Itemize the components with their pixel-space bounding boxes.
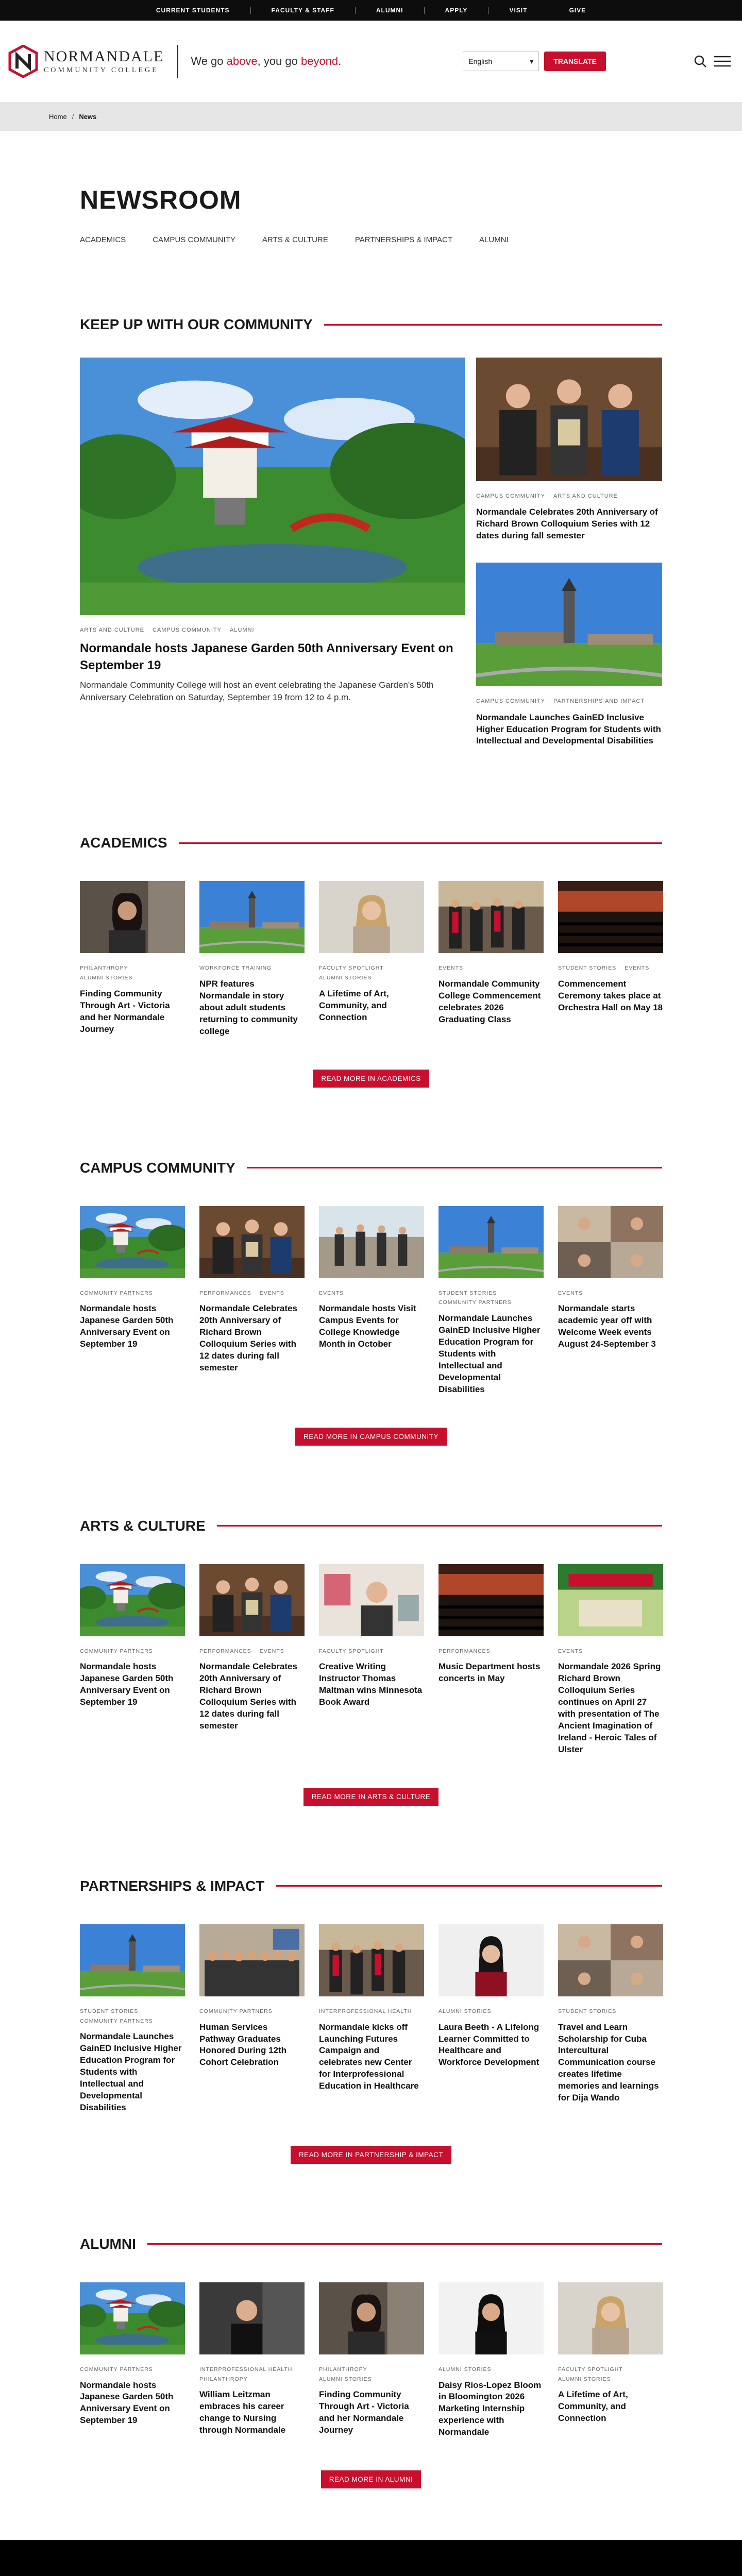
topbar-link-current-students[interactable]: CURRENT STUDENTS [156, 7, 230, 14]
category-tag[interactable]: PERFORMANCES [199, 1290, 251, 1296]
news-card-image[interactable] [80, 1564, 185, 1636]
news-card-image[interactable] [558, 1206, 663, 1278]
news-card-image[interactable] [199, 1924, 305, 1996]
category-tag[interactable]: ALUMNI STORIES [439, 2366, 492, 2372]
story-categories [476, 493, 662, 500]
news-card-image[interactable] [319, 881, 424, 953]
category-tag[interactable]: PHILANTHROPY [319, 2366, 367, 2372]
site-footer [0, 2540, 742, 2576]
news-card[interactable] [319, 1564, 424, 1756]
category-tag[interactable]: FACULTY SPOTLIGHT [319, 965, 384, 972]
news-card[interactable] [319, 1924, 424, 2114]
side-story-image[interactable] [476, 563, 662, 686]
category-tag[interactable]: EVENTS [625, 965, 650, 972]
read-more-button[interactable]: READ MORE IN ARTS & CULTURE [303, 1788, 439, 1806]
news-card[interactable] [439, 2282, 544, 2438]
category-tag[interactable]: PHILANTHROPY [80, 965, 128, 972]
card-categories [199, 2008, 305, 2015]
featured-story[interactable] [80, 358, 465, 747]
news-card-title[interactable]: Normandale hosts Japanese Garden 50th Anniversary Event on September 19 [80, 2380, 174, 2426]
section-heading: ARTS & CULTURE [80, 1517, 206, 1534]
category-tag[interactable]: ALUMNI STORIES [439, 2008, 492, 2014]
news-card[interactable] [80, 1206, 185, 1396]
category-tag[interactable]: PHILANTHROPY [199, 2376, 248, 2382]
featured-image[interactable] [80, 358, 465, 615]
topbar-divider [355, 7, 356, 14]
news-card-image[interactable] [319, 2282, 424, 2354]
news-card[interactable] [199, 1206, 305, 1396]
category-tag[interactable]: EVENTS [259, 1648, 284, 1654]
news-card[interactable] [199, 1564, 305, 1756]
news-card-title[interactable]: Normandale Community College Commencement celebrates 2026 Graduating Class [439, 979, 541, 1024]
subnav-alumni[interactable]: ALUMNI [479, 235, 509, 244]
news-card-image[interactable] [439, 881, 544, 953]
category-tag[interactable]: PERFORMANCES [199, 1648, 251, 1654]
category-tag[interactable]: PERFORMANCES [439, 1648, 491, 1654]
page-title: NEWSROOM [80, 185, 242, 214]
section-campus-community [80, 1160, 662, 1446]
category-tag[interactable]: EVENTS [558, 1648, 583, 1654]
story-categories [80, 626, 465, 634]
news-card[interactable] [199, 881, 305, 1037]
side-story-title[interactable]: Normandale Celebrates 20th Anniversary of Richard Brown Colloquium Series with 12 dates during fall semester [476, 507, 658, 541]
news-card[interactable] [439, 1924, 544, 2114]
category-tag[interactable]: COMMUNITY PARTNERS [80, 2366, 153, 2372]
category-tag[interactable]: STUDENT STORIES [558, 2008, 617, 2014]
news-card-image[interactable] [439, 1924, 544, 1996]
news-card-image[interactable] [199, 1564, 305, 1636]
logo-name: NORMANDALE [44, 48, 164, 65]
news-card-title[interactable]: Music Department hosts concerts in May [439, 1662, 541, 1684]
news-card-image[interactable] [558, 1564, 663, 1636]
category-tag[interactable]: EVENTS [319, 1290, 344, 1296]
news-card-title[interactable]: NPR features Normandale in story about adult students returning to community college [199, 979, 298, 1036]
news-card-title[interactable]: Travel and Learn Scholarship for Cuba Intercultural Communication course creates lifetime memories and learnings for Dija Wando [558, 2022, 659, 2103]
news-card[interactable] [199, 2282, 305, 2438]
news-card-image[interactable] [80, 1206, 185, 1278]
language-select[interactable]: English ▾ [463, 52, 539, 71]
featured-title[interactable]: Normandale hosts Japanese Garden 50th Anniversary Event on September 19 [80, 641, 453, 672]
site-header [0, 21, 742, 102]
topbar-link-apply[interactable]: APPLY [445, 7, 468, 14]
news-card[interactable] [558, 1924, 663, 2114]
news-card-image[interactable] [319, 1924, 424, 1996]
category-tag[interactable]: STUDENT STORIES [439, 1290, 497, 1296]
news-card-image[interactable] [558, 881, 663, 953]
card-categories [80, 1648, 185, 1655]
card-categories [199, 1290, 305, 1297]
news-card-image[interactable] [199, 1206, 305, 1278]
menu-icon[interactable] [713, 55, 732, 68]
topbar-link-alumni[interactable]: ALUMNI [376, 7, 403, 14]
featured-description: Normandale Community College will host an event celebrating the Japanese Garden's 50th Anniversary Celebration on Saturday, September 19 from 12 to 4 p.m. [80, 680, 434, 702]
news-card[interactable] [558, 1206, 663, 1396]
news-card[interactable] [439, 881, 544, 1037]
card-categories [80, 1290, 185, 1297]
read-more-button[interactable]: READ MORE IN CAMPUS COMMUNITY [295, 1428, 447, 1446]
news-card[interactable] [558, 2282, 663, 2438]
category-tag[interactable]: ALUMNI STORIES [80, 975, 133, 981]
category-tag[interactable]: INTERPROFESSIONAL HEALTH [319, 2008, 412, 2014]
news-card[interactable] [80, 881, 185, 1037]
news-card-title[interactable]: Normandale kicks off Launching Futures Campaign and celebrates new Center for Interprofessional Education in Healthcare [319, 2022, 419, 2091]
card-categories [319, 1648, 424, 1655]
category-tag[interactable]: FACULTY SPOTLIGHT [319, 1648, 384, 1654]
news-card[interactable] [80, 2282, 185, 2438]
news-card[interactable] [319, 881, 424, 1037]
tagline: We go above, you go beyond. [191, 55, 342, 67]
card-categories [439, 1290, 544, 1307]
featured-section [80, 316, 662, 747]
card-categories [319, 964, 424, 981]
card-categories [80, 2366, 185, 2374]
news-card-image[interactable] [558, 1924, 663, 1996]
news-card-title[interactable]: Daisy Rios-Lopez Bloom in Bloomington 2026 Marketing Internship experience with Normandale [439, 2380, 542, 2437]
header-divider [177, 45, 178, 78]
category-tag[interactable]: EVENTS [439, 965, 464, 972]
read-more-button[interactable]: READ MORE IN ALUMNI [321, 2470, 421, 2488]
news-card-title[interactable]: Laura Beeth - A Lifelong Learner Committed to Healthcare and Workforce Development [439, 2022, 539, 2067]
section-heading: CAMPUS COMMUNITY [80, 1159, 235, 1176]
news-card-title[interactable]: Normandale hosts Japanese Garden 50th Anniversary Event on September 19 [80, 1303, 174, 1349]
chevron-down-icon: ▾ [530, 57, 534, 65]
news-card-image[interactable] [319, 1564, 424, 1636]
card-categories [319, 2008, 424, 2015]
category-tag[interactable]: CAMPUS COMMUNITY [476, 493, 545, 499]
subnav-arts-culture[interactable]: ARTS & CULTURE [262, 235, 328, 244]
card-categories [80, 964, 185, 981]
news-card[interactable] [80, 1564, 185, 1756]
breadcrumb-home[interactable]: Home [49, 112, 67, 121]
news-card[interactable] [558, 881, 663, 1037]
card-categories [558, 964, 663, 972]
news-card[interactable] [439, 1564, 544, 1756]
topbar-link-faculty-staff[interactable]: FACULTY & STAFF [271, 7, 334, 14]
news-card[interactable] [439, 1206, 544, 1396]
news-card-image[interactable] [80, 1924, 185, 1996]
card-categories [319, 1290, 424, 1297]
category-tag[interactable]: EVENTS [558, 1290, 583, 1296]
category-tag[interactable]: ALUMNI [229, 627, 255, 633]
news-card-image[interactable] [80, 881, 185, 953]
category-tag[interactable]: COMMUNITY PARTNERS [439, 1299, 512, 1306]
story-categories [476, 698, 662, 705]
news-card-title[interactable]: Normandale Celebrates 20th Anniversary of Richard Brown Colloquium Series with 12 dates during fall semester [199, 1303, 297, 1373]
subnav-campus-community[interactable]: CAMPUS COMMUNITY [153, 235, 236, 244]
news-card-title[interactable]: Normandale hosts Japanese Garden 50th Anniversary Event on September 19 [80, 1662, 174, 1707]
subnav-academics[interactable]: ACADEMICS [80, 235, 126, 244]
side-story[interactable] [476, 563, 662, 747]
category-tag[interactable]: ALUMNI STORIES [558, 2376, 611, 2382]
card-categories [439, 1648, 544, 1655]
translate-button[interactable]: TRANSLATE [544, 52, 606, 71]
news-card-title[interactable]: William Leitzman embraces his career change to Nursing through Normandale [199, 2389, 286, 2435]
news-card-image[interactable] [558, 2282, 663, 2354]
card-categories [558, 1648, 663, 1655]
category-tag[interactable]: COMMUNITY PARTNERS [199, 2008, 273, 2014]
card-categories [439, 2008, 544, 2015]
category-tag[interactable]: COMMUNITY PARTNERS [80, 2018, 153, 2024]
category-tag[interactable]: WORKFORCE TRAINING [199, 965, 272, 972]
section-heading: PARTNERSHIPS & IMPACT [80, 1877, 265, 1894]
news-card-image[interactable] [439, 1564, 544, 1636]
news-card-image[interactable] [319, 1206, 424, 1278]
category-tag[interactable]: STUDENT STORIES [80, 2008, 139, 2014]
news-card-title[interactable]: Finding Community Through Art - Victoria and her Normandale Journey [80, 988, 170, 1034]
card-categories [439, 964, 544, 972]
news-card-image[interactable] [439, 1206, 544, 1278]
news-card-title[interactable]: Normandale Launches GainED Inclusive Higher Education Program for Students with Intellectual and Developmental Disabilities [439, 1313, 541, 1394]
search-icon[interactable] [694, 55, 707, 68]
news-card-title[interactable]: Normandale Celebrates 20th Anniversary of Richard Brown Colloquium Series with 12 dates during fall semester [199, 1662, 297, 1731]
category-tag[interactable]: COMMUNITY PARTNERS [80, 1648, 153, 1654]
section-academics [80, 835, 662, 1087]
college-logo[interactable] [8, 45, 164, 78]
news-card-image[interactable] [199, 881, 305, 953]
category-tag[interactable]: PARTNERSHIPS AND IMPACT [553, 698, 645, 705]
card-categories [199, 1648, 305, 1655]
category-tag[interactable]: ARTS AND CULTURE [553, 493, 618, 499]
news-card-title[interactable]: Normandale hosts Visit Campus Events for College Knowledge Month in October [319, 1303, 416, 1349]
topbar-divider [250, 7, 251, 14]
logo-mark-icon [8, 45, 39, 78]
news-card-title[interactable]: Finding Community Through Art - Victoria and her Normandale Journey [319, 2389, 409, 2435]
card-categories [80, 2008, 185, 2025]
category-tag[interactable]: ARTS AND CULTURE [80, 627, 145, 633]
breadcrumb: Home / News [0, 102, 742, 131]
side-story[interactable] [476, 358, 662, 542]
news-card-title[interactable]: Commencement Ceremony takes place at Orchestra Hall on May 18 [558, 979, 663, 1012]
category-tag[interactable]: COMMUNITY PARTNERS [80, 1290, 153, 1296]
news-card[interactable] [558, 1564, 663, 1756]
news-card-title[interactable]: A Lifetime of Art, Community, and Connection [319, 988, 389, 1022]
card-categories [199, 964, 305, 972]
utility-bar [0, 0, 742, 21]
news-card[interactable] [319, 2282, 424, 2438]
section-heading: KEEP UP WITH OUR COMMUNITY [80, 316, 313, 332]
section-heading: ALUMNI [80, 2235, 136, 2252]
topbar-divider [424, 7, 425, 14]
card-categories [558, 2366, 663, 2383]
category-tag[interactable]: CAMPUS COMMUNITY [476, 698, 545, 705]
category-tag[interactable]: CAMPUS COMMUNITY [153, 627, 222, 633]
news-card-title[interactable]: A Lifetime of Art, Community, and Connection [558, 2389, 628, 2424]
section-alumni [80, 2236, 662, 2488]
logo-subname: COMMUNITY COLLEGE [44, 66, 159, 74]
category-tag[interactable]: INTERPROFESSIONAL HEALTH [199, 2366, 293, 2372]
section-partnerships-impact [80, 1878, 662, 2164]
news-card-title[interactable]: Human Services Pathway Graduates Honored During 12th Cohort Celebration [199, 2022, 287, 2067]
news-card-title[interactable]: Creative Writing Instructor Thomas Maltman wins Minnesota Book Award [319, 1662, 423, 1707]
section-nav [80, 235, 662, 244]
news-card-image[interactable] [80, 2282, 185, 2354]
category-tag[interactable]: ALUMNI STORIES [319, 975, 372, 981]
breadcrumb-current: News [79, 112, 97, 121]
card-categories [558, 1290, 663, 1297]
card-categories [319, 2366, 424, 2383]
side-story-title[interactable]: Normandale Launches GainED Inclusive Higher Education Program for Students with Intellectual and Developmental Disabilities [476, 712, 661, 746]
read-more-button[interactable]: READ MORE IN PARTNERSHIP & IMPACT [291, 2146, 451, 2164]
news-card[interactable] [80, 1924, 185, 2114]
topbar-link-visit[interactable]: VISIT [509, 7, 528, 14]
section-arts-culture [80, 1518, 662, 1806]
card-categories [199, 2366, 305, 2383]
section-heading: ACADEMICS [80, 835, 167, 851]
subnav-partnerships-impact[interactable]: PARTNERSHIPS & IMPACT [355, 235, 453, 244]
news-card-title[interactable]: Normandale starts academic year off with Welcome Week events August 24-September 3 [558, 1303, 656, 1349]
side-story-image[interactable] [476, 358, 662, 481]
news-card-title[interactable]: Normandale 2026 Spring Richard Brown Colloquium Series continues on April 27 with presentation of The Ancient Imagination of Ireland - Heroic Tales of Ulster [558, 1662, 661, 1754]
news-card-image[interactable] [199, 2282, 305, 2354]
news-card[interactable] [199, 1924, 305, 2114]
category-tag[interactable]: ALUMNI STORIES [319, 2376, 372, 2382]
card-categories [439, 2366, 544, 2374]
category-tag[interactable]: FACULTY SPOTLIGHT [558, 2366, 623, 2372]
news-card-title[interactable]: Normandale Launches GainED Inclusive Higher Education Program for Students with Intellectual and Developmental Disabilities [80, 2031, 182, 2112]
category-tag[interactable]: STUDENT STORIES [558, 965, 617, 972]
card-categories [558, 2008, 663, 2015]
topbar-link-give[interactable]: GIVE [569, 7, 586, 14]
category-tag[interactable]: EVENTS [259, 1290, 284, 1296]
news-card[interactable] [319, 1206, 424, 1396]
read-more-button[interactable]: READ MORE IN ACADEMICS [313, 1070, 429, 1088]
news-card-image[interactable] [439, 2282, 544, 2354]
